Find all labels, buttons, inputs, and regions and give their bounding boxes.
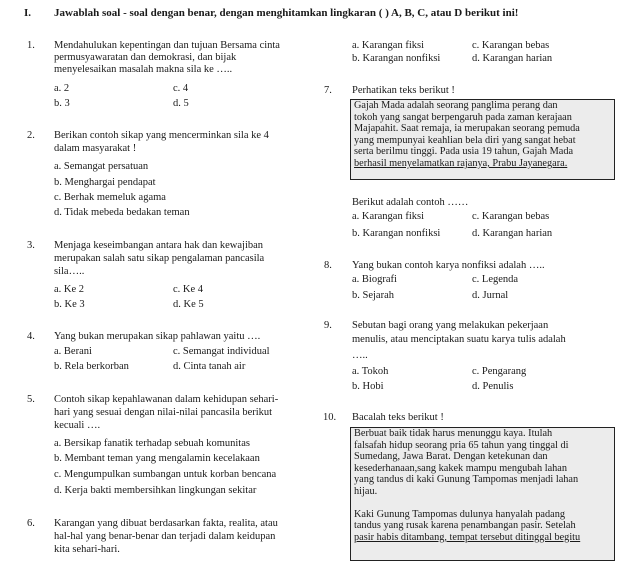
question-3-stem-line1: Menjaga keseimbangan antara hak dan kewajiban [54, 240, 264, 251]
question-1-stem-line1: Mendahulukan kepentingan dan tujuan Bersama cinta [54, 40, 280, 51]
question-7-option-a[interactable]: a. Karangan fiksi [352, 211, 425, 222]
question-5-stem-line3: kecuali …. [54, 420, 101, 431]
question-10-text-line1: Berbuat baik tidak harus menunggu kaya. Itulah [354, 428, 553, 439]
question-9-number: 9. [324, 320, 332, 331]
question-10-text-blank [354, 498, 611, 509]
question-3-option-d[interactable]: d. Ke 5 [173, 299, 204, 310]
question-6-option-c[interactable]: c. Karangan bebas [472, 40, 550, 51]
question-10-number: 10. [323, 412, 337, 423]
question-2-option-b[interactable]: b. Menghargai pendapat [54, 177, 156, 188]
question-7-text-line2: tokoh yang sangat berpengaruh pada zaman kerajaan [354, 111, 572, 123]
question-10-text-line5: yang tandus di kaki Gunung Tampomas menjadi lahan [354, 474, 579, 486]
question-4-stem: Yang bukan merupakan sikap pahlawan yaitu …. [54, 331, 261, 342]
question-9-option-c[interactable]: c. Pengarang [472, 366, 527, 377]
question-10-text-line2: falsafah hidup seorang pria 65 tahun yang tinggal di [354, 439, 569, 451]
question-8-stem: Yang bukan contoh karya nonfiksi adalah ….. [352, 260, 545, 271]
question-4-option-b[interactable]: b. Rela berkorban [54, 361, 129, 372]
section-number: I. [24, 7, 32, 19]
question-8-option-d[interactable]: d. Jurnal [472, 290, 509, 301]
question-1-option-d[interactable]: d. 5 [173, 98, 189, 109]
question-1-stem-line3: menyelesaikan masalah makna sila ke ….. [54, 64, 233, 75]
question-2-option-a[interactable]: a. Semangat persatuan [54, 161, 149, 172]
question-5-stem-line2: hari yang sesuai dengan nilai-nilai pancasila berikut [54, 407, 273, 418]
question-5-option-c[interactable]: c. Mengumpulkan sumbangan untuk korban bencana [54, 469, 277, 480]
question-10-text-line8: tandus yang rusak karena penambangan pasir. Setelah [354, 520, 576, 532]
question-10-text-line7: Kaki Gunung Tampomas dulunya hanyalah padang [354, 508, 565, 520]
question-8-option-c[interactable]: c. Legenda [472, 274, 519, 285]
question-5-option-d[interactable]: d. Kerja bakti membersihkan lingkungan sekitar [54, 485, 257, 496]
question-9-option-b[interactable]: b. Hobi [352, 381, 384, 392]
question-7-text-line5: serta berilmu tinggi. Pada usia 19 tahun, Gajah Mada [354, 146, 574, 158]
question-3-option-b[interactable]: b. Ke 3 [54, 299, 85, 310]
question-7-stem: Perhatikan teks berikut ! [352, 85, 455, 96]
question-7-option-d[interactable]: d. Karangan harian [472, 228, 553, 239]
question-7-text-line1: Gajah Mada adalah seorang panglima perang dan [354, 100, 558, 111]
question-10-text-line6: hijau. [354, 485, 378, 497]
question-3-option-c[interactable]: c. Ke 4 [173, 284, 204, 295]
question-10-stem: Bacalah teks berikut ! [352, 412, 444, 423]
question-4-option-a[interactable]: a. Berani [54, 346, 92, 357]
question-3-number: 3. [27, 240, 35, 251]
question-1-option-a[interactable]: a. 2 [54, 83, 70, 94]
question-7-question: Berikut adalah contoh …… [352, 197, 469, 208]
question-10-text-line9: pasir habis ditambang, tempat tersebut ditinggal begitu [354, 531, 581, 543]
question-7-reading-text [350, 99, 615, 180]
question-7-text-line4: yang mempunyai keahlian bela diri yang sangat hebat [354, 134, 576, 146]
question-5-number: 5. [27, 394, 35, 405]
question-6-option-a[interactable]: a. Karangan fiksi [352, 40, 425, 51]
question-2-stem-line2: dalam masyarakat ! [54, 143, 137, 154]
question-1-option-c[interactable]: c. 4 [173, 83, 189, 94]
question-1-option-b[interactable]: b. 3 [54, 98, 70, 109]
question-9-stem-line3: ….. [352, 350, 368, 361]
question-1-number: 1. [27, 40, 35, 51]
question-9-stem-line1: Sebutan bagi orang yang melakukan pekerjaan [352, 320, 549, 331]
question-10-text-line4: kesederhanaan,sang kakek mampu mengubah lahan [354, 462, 568, 474]
question-2-option-d[interactable]: d. Tidak mebeda bedakan teman [54, 207, 190, 218]
question-5-stem-line1: Contoh sikap kepahlawanan dalam kehidupan sehari- [54, 394, 279, 405]
question-6-stem-line1: Karangan yang dibuat berdasarkan fakta, realita, atau [54, 518, 278, 529]
question-10-text-line3: Sumedang, Jawa Barat. Dengan ketekunan dan [354, 451, 548, 463]
question-9-option-d[interactable]: d. Penulis [472, 381, 514, 392]
question-3-stem-line2: merupakan salah satu sikap pengalaman pancasila [54, 253, 265, 264]
question-9-option-a[interactable]: a. Tokoh [352, 366, 389, 377]
question-9-stem-line2: menulis, atau menciptakan suatu karya tulis adalah [352, 334, 566, 345]
question-7-number: 7. [324, 85, 332, 96]
question-7-option-b[interactable]: b. Karangan nonfiksi [352, 228, 441, 239]
question-5-option-a[interactable]: a. Bersikap fanatik terhadap sebuah komunitas [54, 438, 250, 449]
question-6-option-b[interactable]: b. Karangan nonfiksi [352, 53, 441, 64]
question-3-option-a[interactable]: a. Ke 2 [54, 284, 85, 295]
question-2-stem-line1: Berikan contoh sikap yang mencerminkan sila ke 4 [54, 130, 269, 141]
question-10-reading-text [350, 427, 615, 561]
question-6-option-d[interactable]: d. Karangan harian [472, 53, 553, 64]
section-instruction: Jawablah soal - soal dengan benar, dengan menghitamkan lingkaran ( ) A, B, C, atau D berikut ini! [54, 7, 519, 19]
question-4-option-c[interactable]: c. Semangat individual [173, 346, 270, 357]
question-4-number: 4. [27, 331, 35, 342]
question-6-stem-line2: hal-hal yang benar-benar dan terjadi dalam keidupan [54, 531, 276, 542]
question-7-text-line6: berhasil menyelamatkan rajanya, Prabu Jayanegara. [354, 157, 568, 169]
question-7-option-c[interactable]: c. Karangan bebas [472, 211, 550, 222]
question-1-stem-line2: permusyawaratan dan demokrasi, dan bijak [54, 52, 237, 63]
question-6-number: 6. [27, 518, 35, 529]
question-8-number: 8. [324, 260, 332, 271]
question-8-option-a[interactable]: a. Biografi [352, 274, 397, 285]
question-4-option-d[interactable]: d. Cinta tanah air [173, 361, 246, 372]
question-2-number: 2. [27, 130, 35, 141]
question-5-option-b[interactable]: b. Membant teman yang mengalamin kecelakaan [54, 453, 260, 464]
question-6-stem-line3: kita sehari-hari. [54, 544, 120, 555]
question-2-option-c[interactable]: c. Berhak memeluk agama [54, 192, 166, 203]
question-7-text-line3: Majapahit. Saat remaja, ia merupakan seorang pemuda [354, 123, 580, 135]
question-8-option-b[interactable]: b. Sejarah [352, 290, 394, 301]
question-3-stem-line3: sila….. [54, 266, 85, 277]
